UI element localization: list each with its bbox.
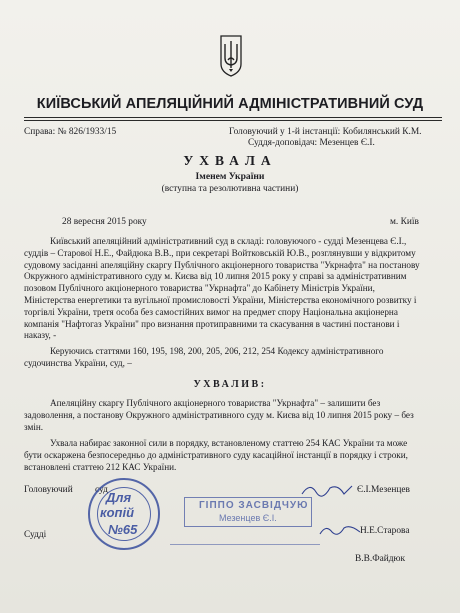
presiding-fragment: суд (95, 485, 108, 495)
resolution-heading: УХВАЛИВ: (193, 379, 267, 390)
document-subtitle: Іменем України (195, 171, 265, 182)
effect-paragraph (24, 438, 442, 473)
signature-name-judge-1: Н.Е.Старова (360, 526, 410, 536)
handwritten-signature-2 (318, 522, 362, 540)
document-title: УХВАЛА (183, 153, 277, 168)
presiding-label: Головуючий (24, 485, 73, 495)
intro-line: позовом Публічного акціонерного товариства "Укрнафта" до Кабінету Міністрів України, (24, 283, 375, 294)
intro-line: Київський апеляційний адміністративний суд в складі: головуючого - судді Мезенцева Є.І., (50, 236, 407, 246)
intro-paragraph (24, 236, 442, 342)
guided-line: судочинства України, суд, – (24, 357, 132, 368)
case-number: Справа: № 826/1933/15 (24, 127, 117, 137)
judges-label: Судді (24, 530, 47, 540)
effect-line: бути оскаржена безпосередньо до адміністративного суду касаційної інстанції в порядку і строки, (24, 449, 408, 460)
round-stamp-line-3: №65 (108, 522, 138, 537)
ruling-city: м. Київ (390, 217, 419, 227)
judge-rapporteur: Суддя-доповідач: Мезенцев Є.І. (248, 138, 375, 148)
decision-line: змін. (24, 421, 44, 432)
signature-line (170, 544, 320, 545)
certification-stamp-line-1: ГІППО ЗАСВІДЧУЮ (199, 500, 309, 511)
decision-paragraph (24, 398, 442, 433)
header-rule-thin (24, 120, 442, 121)
guided-paragraph (24, 346, 442, 370)
header-rule (24, 117, 442, 118)
round-stamp-line-2: копій (100, 505, 135, 520)
round-stamp-line-1: Для (106, 490, 132, 505)
ruling-date: 28 вересня 2015 року (62, 217, 147, 227)
court-name: КИЇВСЬКИЙ АПЕЛЯЦІЙНИЙ АДМІНІСТРАТИВНИЙ СУД (36, 96, 424, 112)
intro-line: Міністерства енергетики та вугільної промисловості України, Міністерства економічного розвитку і (24, 294, 417, 305)
certification-stamp (184, 497, 312, 527)
decision-line: Апеляційну скаргу Публічного акціонерного товариства "Укрнафта" – залишити без (50, 398, 381, 408)
certification-stamp-line-2: Мезенцев Є.І. (219, 513, 277, 523)
effect-line: Ухвала набирає законної сили в порядку, встановленому статтею 254 КАС України та може (50, 438, 408, 448)
presiding-first-instance: Головуючий у 1-й інстанції: Кобилянський К.М. (229, 127, 422, 137)
document-parts-note: (вступна та резолютивна частини) (161, 184, 299, 194)
intro-line: Окружного адміністративного суду м. Києва від 10 липня 2015 року у справі за адміністративним (24, 271, 407, 282)
decision-line: задоволення, а постанову Окружного адміністративного суду м. Києва від 10 липня 2015 року – без (24, 409, 414, 420)
trident-emblem-icon (218, 34, 244, 78)
intro-line: судовому засіданні апеляційну скаргу Публічного акціонерного товариства "Укрнафта" на постанову (24, 259, 420, 270)
guided-line: Керуючись статтями 160, 195, 198, 200, 205, 206, 212, 254 Кодексу адміністративного (50, 346, 384, 356)
intro-line: торгівлі України, третя особа без самостійних вимог на предмет спору Національна акціонерна (24, 306, 398, 317)
signature-name-judge-2: В.В.Файдюк (355, 554, 406, 564)
intro-line: компанія "Нафтогаз України" про визнання протиправними та скасування в частині постанови і (24, 318, 400, 329)
signature-name-presiding: Є.І.Мезенцев (357, 485, 410, 495)
intro-line: суддів – Старової Н.Е., Файдюка В.В., при секретарі Войтковській Ю.В., розглянувши у відкритому (24, 247, 416, 258)
intro-line: наказу, - (24, 330, 57, 341)
effect-line: встановлені статтею 212 КАС України. (24, 461, 177, 472)
